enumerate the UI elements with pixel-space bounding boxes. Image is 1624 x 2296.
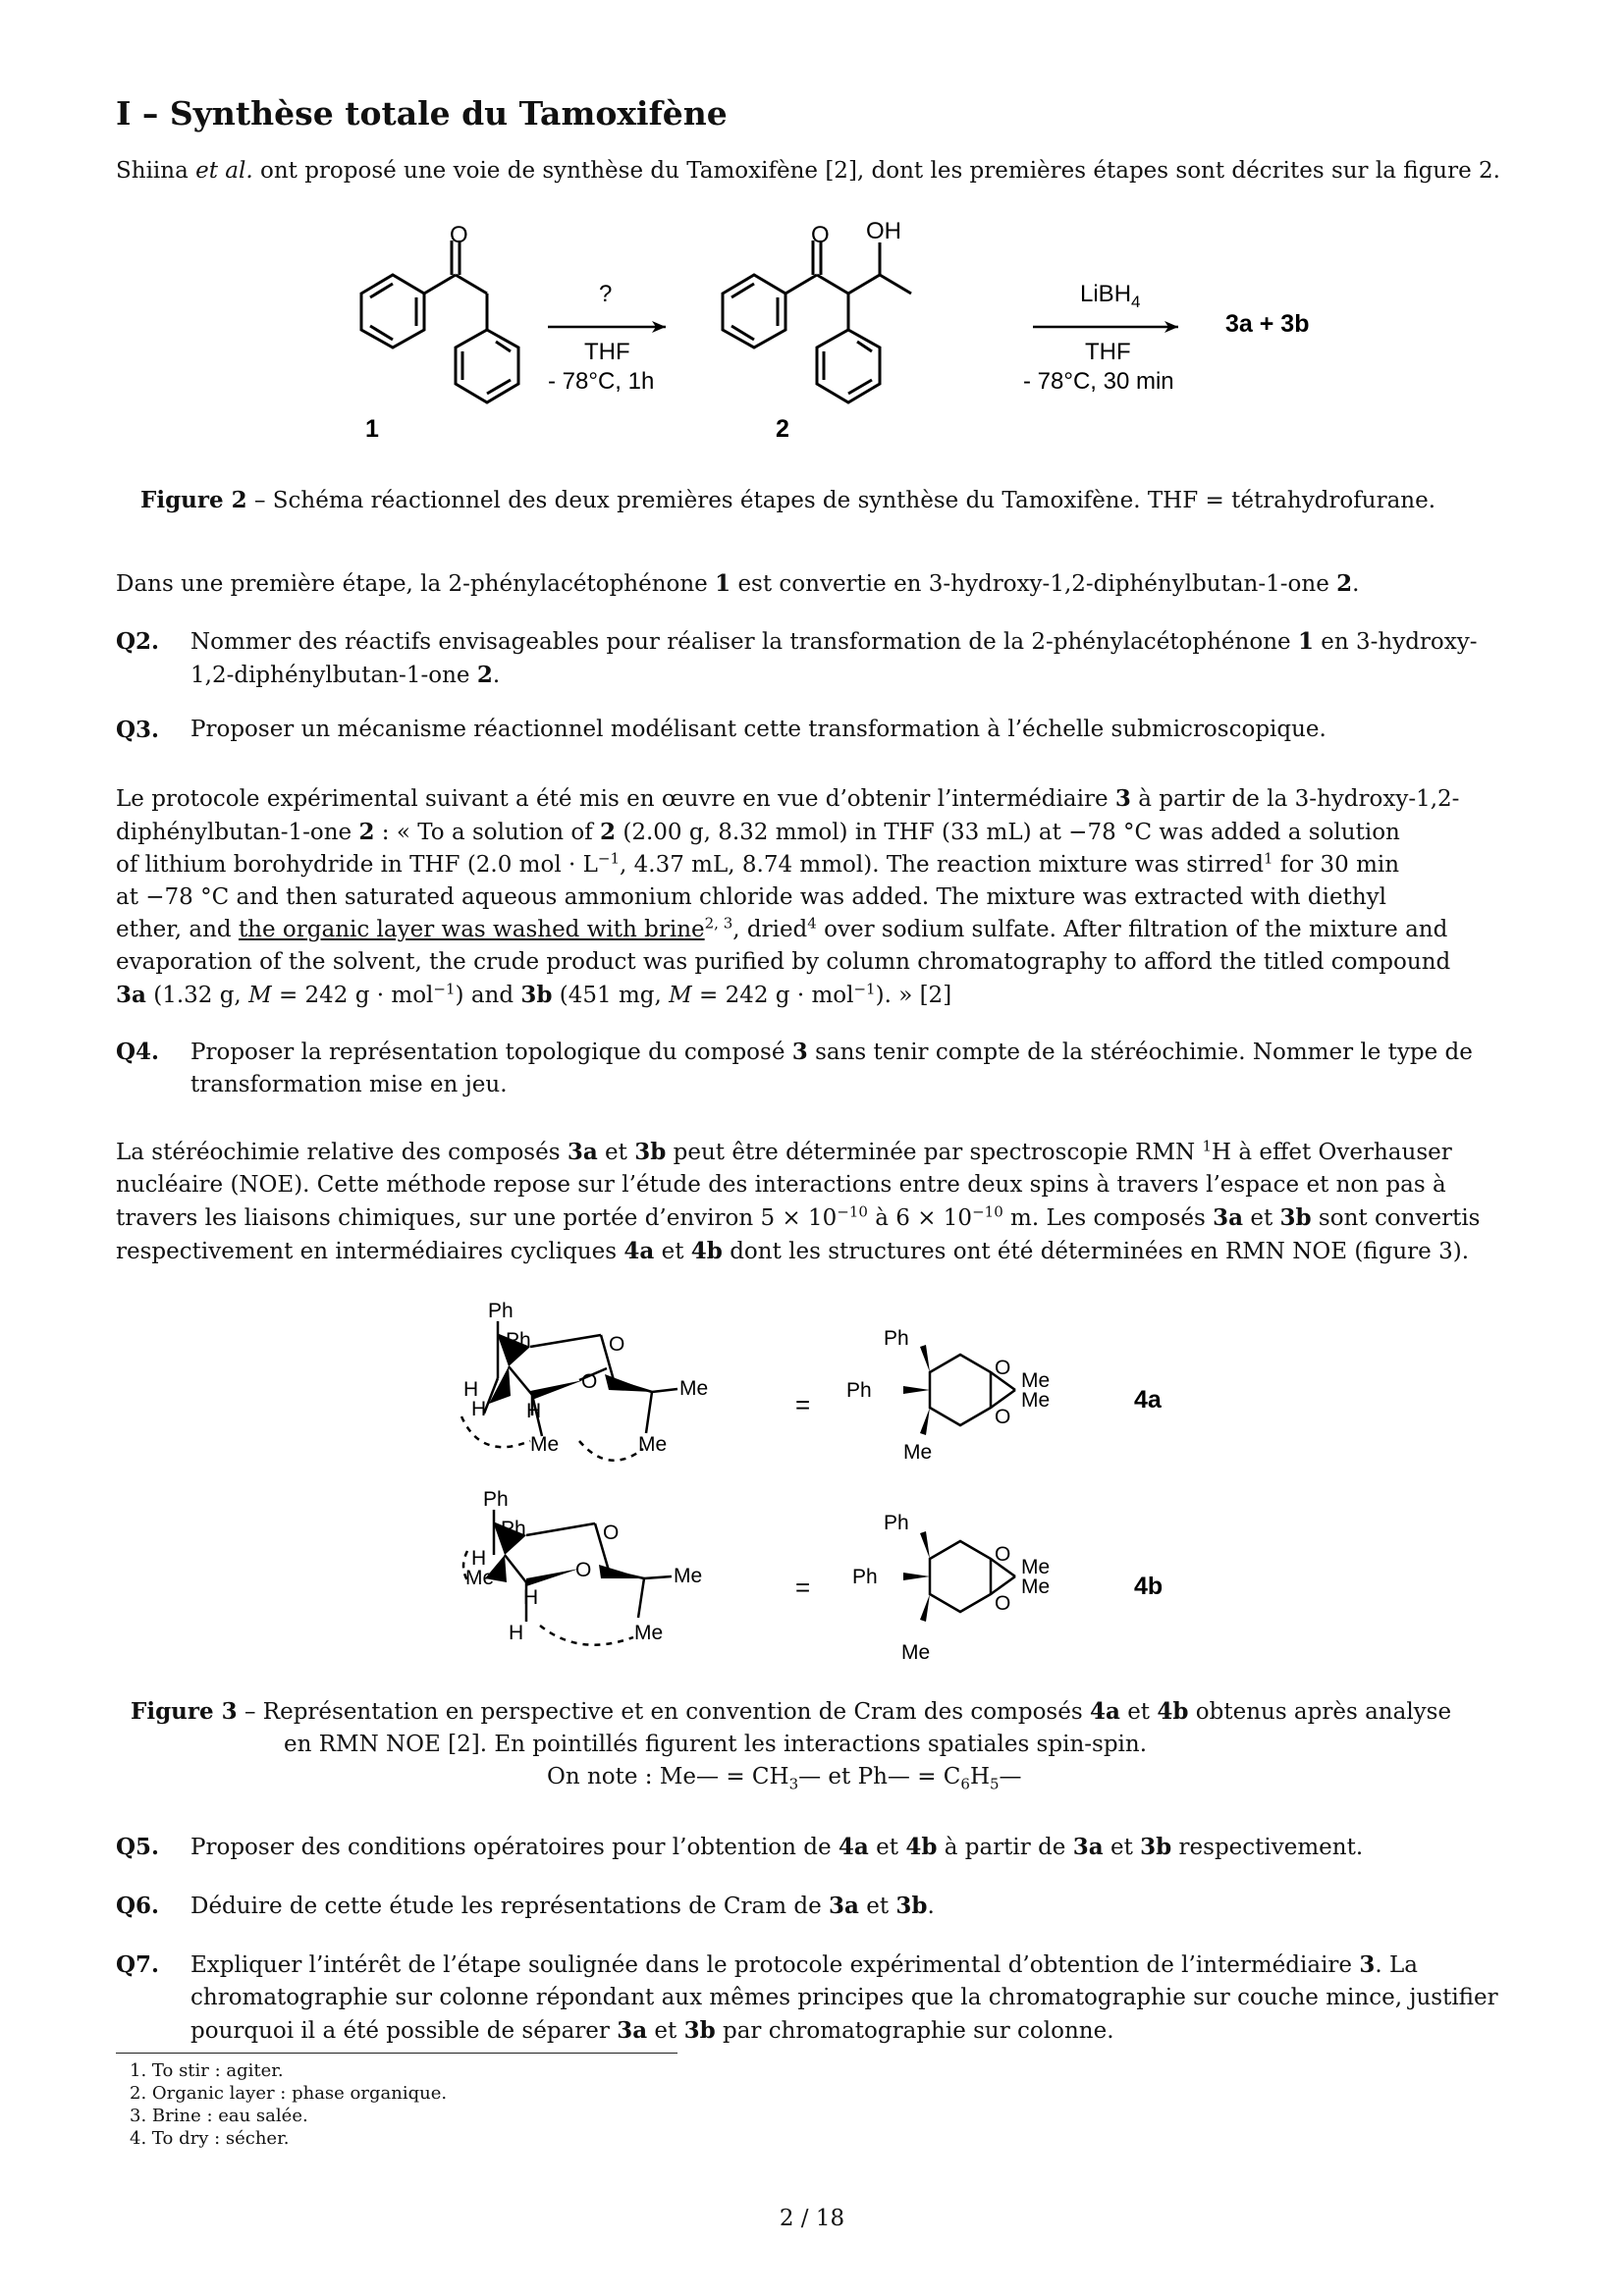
noe-paragraph: La stéréochimie relative des composés 3a et 3b peut être déterminée par spectroscopie RMN $^1$H à effet Overhauser nucléaire (NOE). Cette méthode repose sur l’étude des interactions entre deux spins à travers l’espace et non pas à travers les liaisons chimiques, sur une portée d’environ $5 \times 10^{-10}$ à $6 \times 10^{-10}$ m. Les composés 3a et 3b sont convertis respectivement en intermédiaires cycliques 4a et 4b dont les structures ont été déterminées en RMN NOE (figure 3). — [116, 1137, 1481, 1264]
4a-me-bottom-2: Me — [638, 1433, 668, 1456]
4a-h-left: H — [463, 1378, 479, 1401]
4a-me-bottom: Me — [530, 1433, 560, 1456]
compound-2-label: 2 — [776, 415, 789, 443]
4a-cram-me2: Me — [1021, 1389, 1051, 1412]
4b-cram-me-bottom: Me — [901, 1641, 931, 1664]
4b-cram-ph-top: Ph — [884, 1512, 909, 1534]
carbonyl-o-2: O — [811, 222, 830, 248]
question-q3: Q3. Proposer un mécanisme réactionnel modélisant cette transformation à l’échelle submicroscopique. — [116, 717, 1326, 743]
question-q6: Q6. Déduire de cette étude les représentations de Cram de 3a et 3b. — [116, 1893, 935, 1919]
4b-cram-o2: O — [995, 1592, 1011, 1615]
compound-2-structure — [723, 240, 911, 402]
carbonyl-o-1: O — [450, 222, 468, 248]
4b-cram-me2: Me — [1021, 1575, 1051, 1598]
4b-cram-me1: Me — [1021, 1556, 1051, 1578]
figure-2-caption: Figure 2 – Schéma réactionnel des deux premières étapes de synthèse du Tamoxifène. THF = tétrahydrofurane. — [140, 487, 1436, 513]
label-4b: 4b — [1134, 1573, 1164, 1600]
4a-ph-inner: Ph — [506, 1329, 531, 1352]
4b-h-left: H — [471, 1547, 487, 1570]
4b-o-front: O — [575, 1559, 592, 1581]
figure-3-caption: Figure 3 – Représentation en perspective et en convention de Cram des composés 4a et 4b obtenus après analyse en RMN NOE [2]. En pointillés figurent les interactions spatiales spin-spin. On note : Me— = $CH_3—$ et Ph— = $C_6H_5—$ — [131, 1698, 1452, 1793]
section-title: I – Synthèse totale du Tamoxifène — [116, 94, 728, 133]
4a-me-right: Me — [679, 1377, 709, 1400]
question-q2: Q2. Nommer des réactifs envisageables pour réaliser la transformation de la 2-phénylacétophénone 1 en 3-hydroxy- 1,2-diphénylbutan-1-one 2. — [116, 628, 1478, 688]
underlined-step: the organic layer was washed with brine — [238, 917, 705, 942]
protocol-paragraph: Le protocole expérimental suivant a été mis en œuvre en vue d’obtenir l’intermédiaire 3 à partir de la 3-hydroxy-1,2- diphénylbutan-1-one 2 : « To a solution of 2 (2.00 g, 8.32 mmol) in THF (33 mL) at −78 °C was added a solution of lithium borohydride in THF (2.0 mol · $L^{-1}$, 4.37 mL, 8.74 mmol). The reaction mixture was stirred$^1$ for 30 min at −78 °C and then saturated aqueous ammonium chloride was added. The mixture was extracted with diethyl ether, and the organic layer was washed with brine$^{2, 3}$, dried$^4$ over sodium sulfate. After filtration of the mixture and evaporation of the solvent, the crude product was purified by column chromatography to afford the titled compound 3a (1.32 g, M = 242 g · mol$^{-1}$) and 3b (451 mg, M = 242 g · mol$^{-1}$). » [2] — [116, 785, 1460, 1008]
4a-cram-ph-top: Ph — [884, 1327, 909, 1350]
4a-h-lower: H — [526, 1400, 542, 1422]
compound-1-label: 1 — [365, 415, 379, 443]
compound-1-structure — [361, 240, 518, 402]
label-4a: 4a — [1134, 1386, 1162, 1414]
4a-cram-o2: O — [995, 1406, 1011, 1428]
intro-paragraph: Shiina et al. ont proposé une voie de synthèse du Tamoxifène [2], dont les premières étapes sont décrites sur la figure 2. — [116, 158, 1500, 184]
4a-h-inner: H — [471, 1398, 487, 1420]
4a-cram-me-bottom: Me — [903, 1441, 933, 1464]
footnote-4: 4. To dry : sécher. — [130, 2128, 290, 2149]
figure-2-scheme — [295, 211, 1375, 456]
4b-h-bottom: H — [509, 1622, 524, 1644]
arrow2-reagent: LiBH$_4$ — [1080, 281, 1141, 311]
4b-me-bottom: Me — [634, 1622, 664, 1644]
4b-me-left: Me — [465, 1567, 495, 1589]
arrow2-conditions: - 78°C, 30 min — [1023, 368, 1174, 395]
arrow1-reagent: ? — [599, 281, 613, 307]
arrow2-solvent: THF — [1085, 339, 1131, 365]
4a-cram-me1: Me — [1021, 1369, 1051, 1392]
hydroxyl-oh: OH — [866, 218, 901, 244]
products-label: 3a + 3b — [1225, 310, 1310, 338]
4a-cram-ph-left: Ph — [846, 1379, 872, 1402]
4b-ph-top: Ph — [483, 1488, 509, 1511]
4b-cram-o1: O — [995, 1543, 1011, 1566]
4a-o-front: O — [581, 1370, 598, 1393]
question-q7: Q7. Expliquer l’intérêt de l’étape soulignée dans le protocole expérimental d’obtention de l’intermédiaire 3. La chromatographie sur colonne répondant aux mêmes principes que la chromatographie sur couche mince, justifier pourquoi il a été possible de séparer 3a et 3b par chromatographie sur colonne. — [116, 1951, 1498, 2044]
question-q5: Q5. Proposer des conditions opératoires pour l’obtention de 4a et 4b à partir de 3a et 3b respectivement. — [116, 1834, 1364, 1860]
4a-cram-o1: O — [995, 1357, 1011, 1379]
arrow1-conditions: - 78°C, 1h — [548, 368, 655, 395]
equals-4a: = — [795, 1390, 811, 1419]
footnote-rule — [116, 2053, 677, 2054]
4b-h-inner: H — [523, 1586, 539, 1609]
footnote-3: 3. Brine : eau salée. — [130, 2106, 308, 2126]
4b-o-ring: O — [603, 1522, 620, 1544]
4b-cram-ph-left: Ph — [852, 1566, 878, 1588]
footnote-1: 1. To stir : agiter. — [130, 2060, 284, 2081]
4b-me-right: Me — [674, 1565, 703, 1587]
figure-3-structures — [452, 1294, 1198, 1682]
footnote-2: 2. Organic layer : phase organique. — [130, 2083, 448, 2104]
question-q4: Q4. Proposer la représentation topologique du composé 3 sans tenir compte de la stéréochimie. Nommer le type de transformation mise en jeu. — [116, 1039, 1473, 1097]
4a-ph-top: Ph — [488, 1300, 514, 1322]
arrow1-solvent: THF — [584, 339, 630, 365]
4a-o-ring: O — [609, 1333, 625, 1356]
4b-ph-inner: Ph — [501, 1518, 526, 1540]
equals-4b: = — [795, 1573, 811, 1602]
paragraph-step-one: Dans une première étape, la 2-phénylacétophénone 1 est convertie en 3-hydroxy-1,2-diphénylbutan-1-one 2. — [116, 570, 1360, 597]
page-number: 2 / 18 — [779, 2206, 845, 2231]
